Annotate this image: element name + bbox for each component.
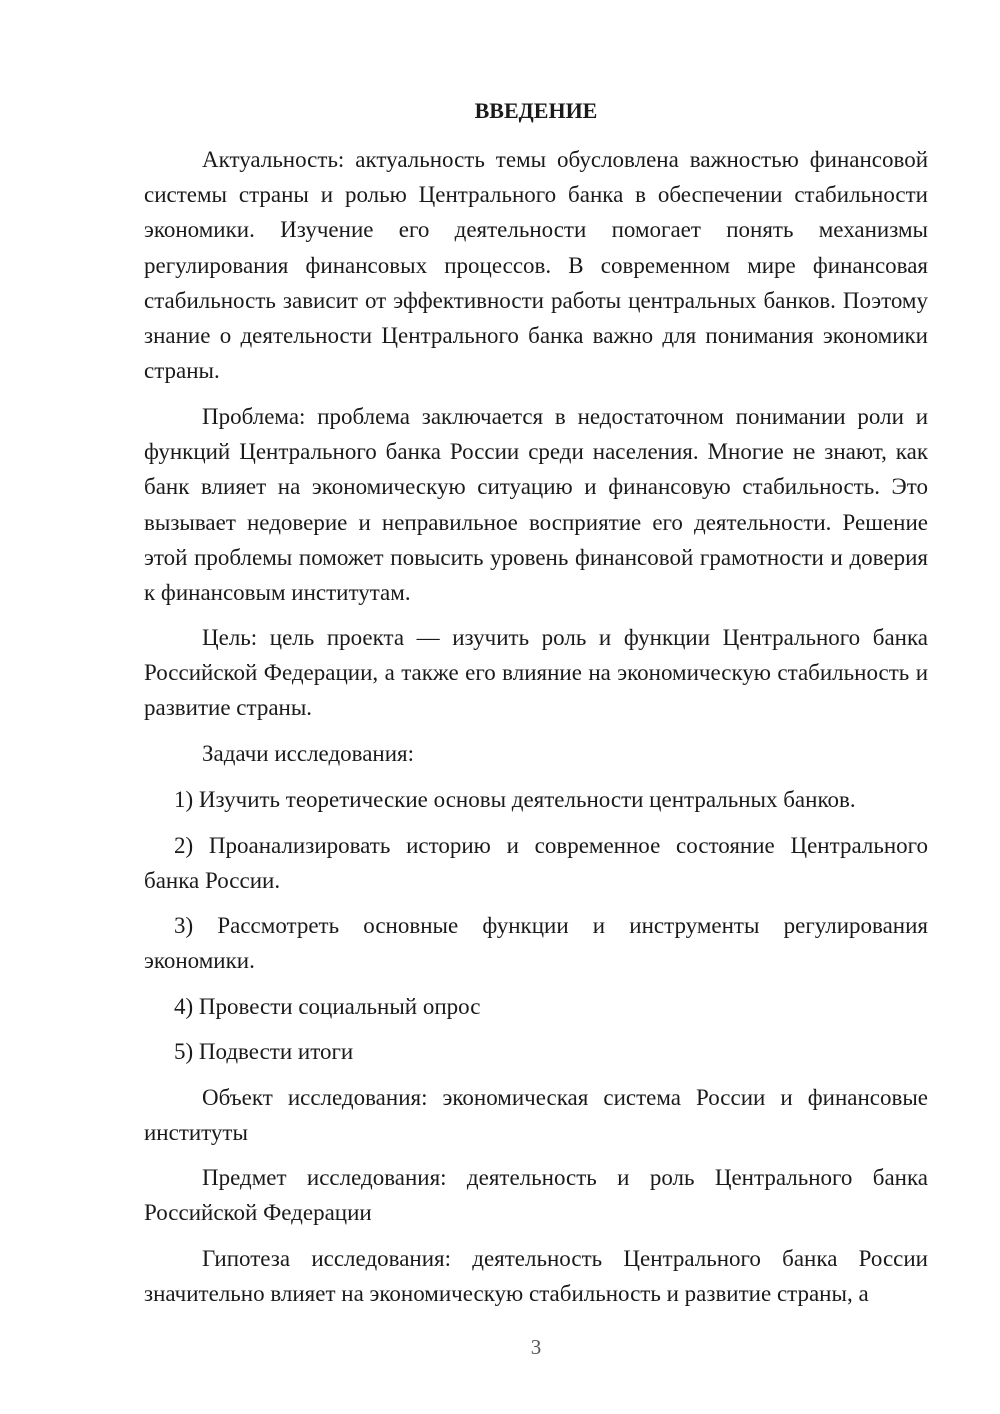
task-item-4: 4) Провести социальный опрос xyxy=(174,994,481,1019)
task-item-1: 1) Изучить теоретические основы деятельности центральных банков. xyxy=(174,787,856,812)
paragraph-subject: Предмет исследования: деятельность и роль Центрального банка Российской Федерации xyxy=(144,1165,928,1226)
paragraph-problem: Проблема: проблема заключается в недостаточном понимании роли и функций Центрального банка России среди населения. Многие не знают, как банк влияет на экономическую ситуацию и финансовую стабильность. Это вызывает недоверие и неправильное восприятие его деятельности. Решение этой проблемы поможет повысить уровень финансовой грамотности и доверия к финансовым институтам. xyxy=(144,404,928,606)
task-item-5: 5) Подвести итоги xyxy=(174,1039,354,1064)
paragraph-hypothesis: Гипотеза исследования: деятельность Центрального банка России значительно влияет на экономическую стабильность и развитие страны, а xyxy=(144,1246,928,1307)
tasks-heading: Задачи исследования: xyxy=(202,741,415,766)
section-title: ВВЕДЕНИЕ xyxy=(474,98,598,123)
paragraph-object: Объект исследования: экономическая система России и финансовые институты xyxy=(144,1085,928,1146)
task-item-3: 3) Рассмотреть основные функции и инструменты регулирования экономики. xyxy=(144,913,928,974)
paragraph-goal: Цель: цель проекта — изучить роль и функции Центрального банка Российской Федерации, а также его влияние на экономическую стабильность и развитие страны. xyxy=(144,625,928,721)
page-number: 3 xyxy=(530,1335,542,1359)
document-page xyxy=(144,0,928,1414)
task-item-2: 2) Проанализировать историю и современное состояние Центрального банка России. xyxy=(144,833,928,894)
paragraph-relevance: Актуальность: актуальность темы обусловлена важностью финансовой системы страны и ролью Центрального банка в обеспечении стабильности экономики. Изучение его деятельности помогает понять механизмы регулирования финансовых процессов. В современном мире финансовая стабильность зависит от эффективности работы центральных банков. Поэтому знание о деятельности Центрального банка важно для понимания экономики страны. xyxy=(144,147,928,384)
